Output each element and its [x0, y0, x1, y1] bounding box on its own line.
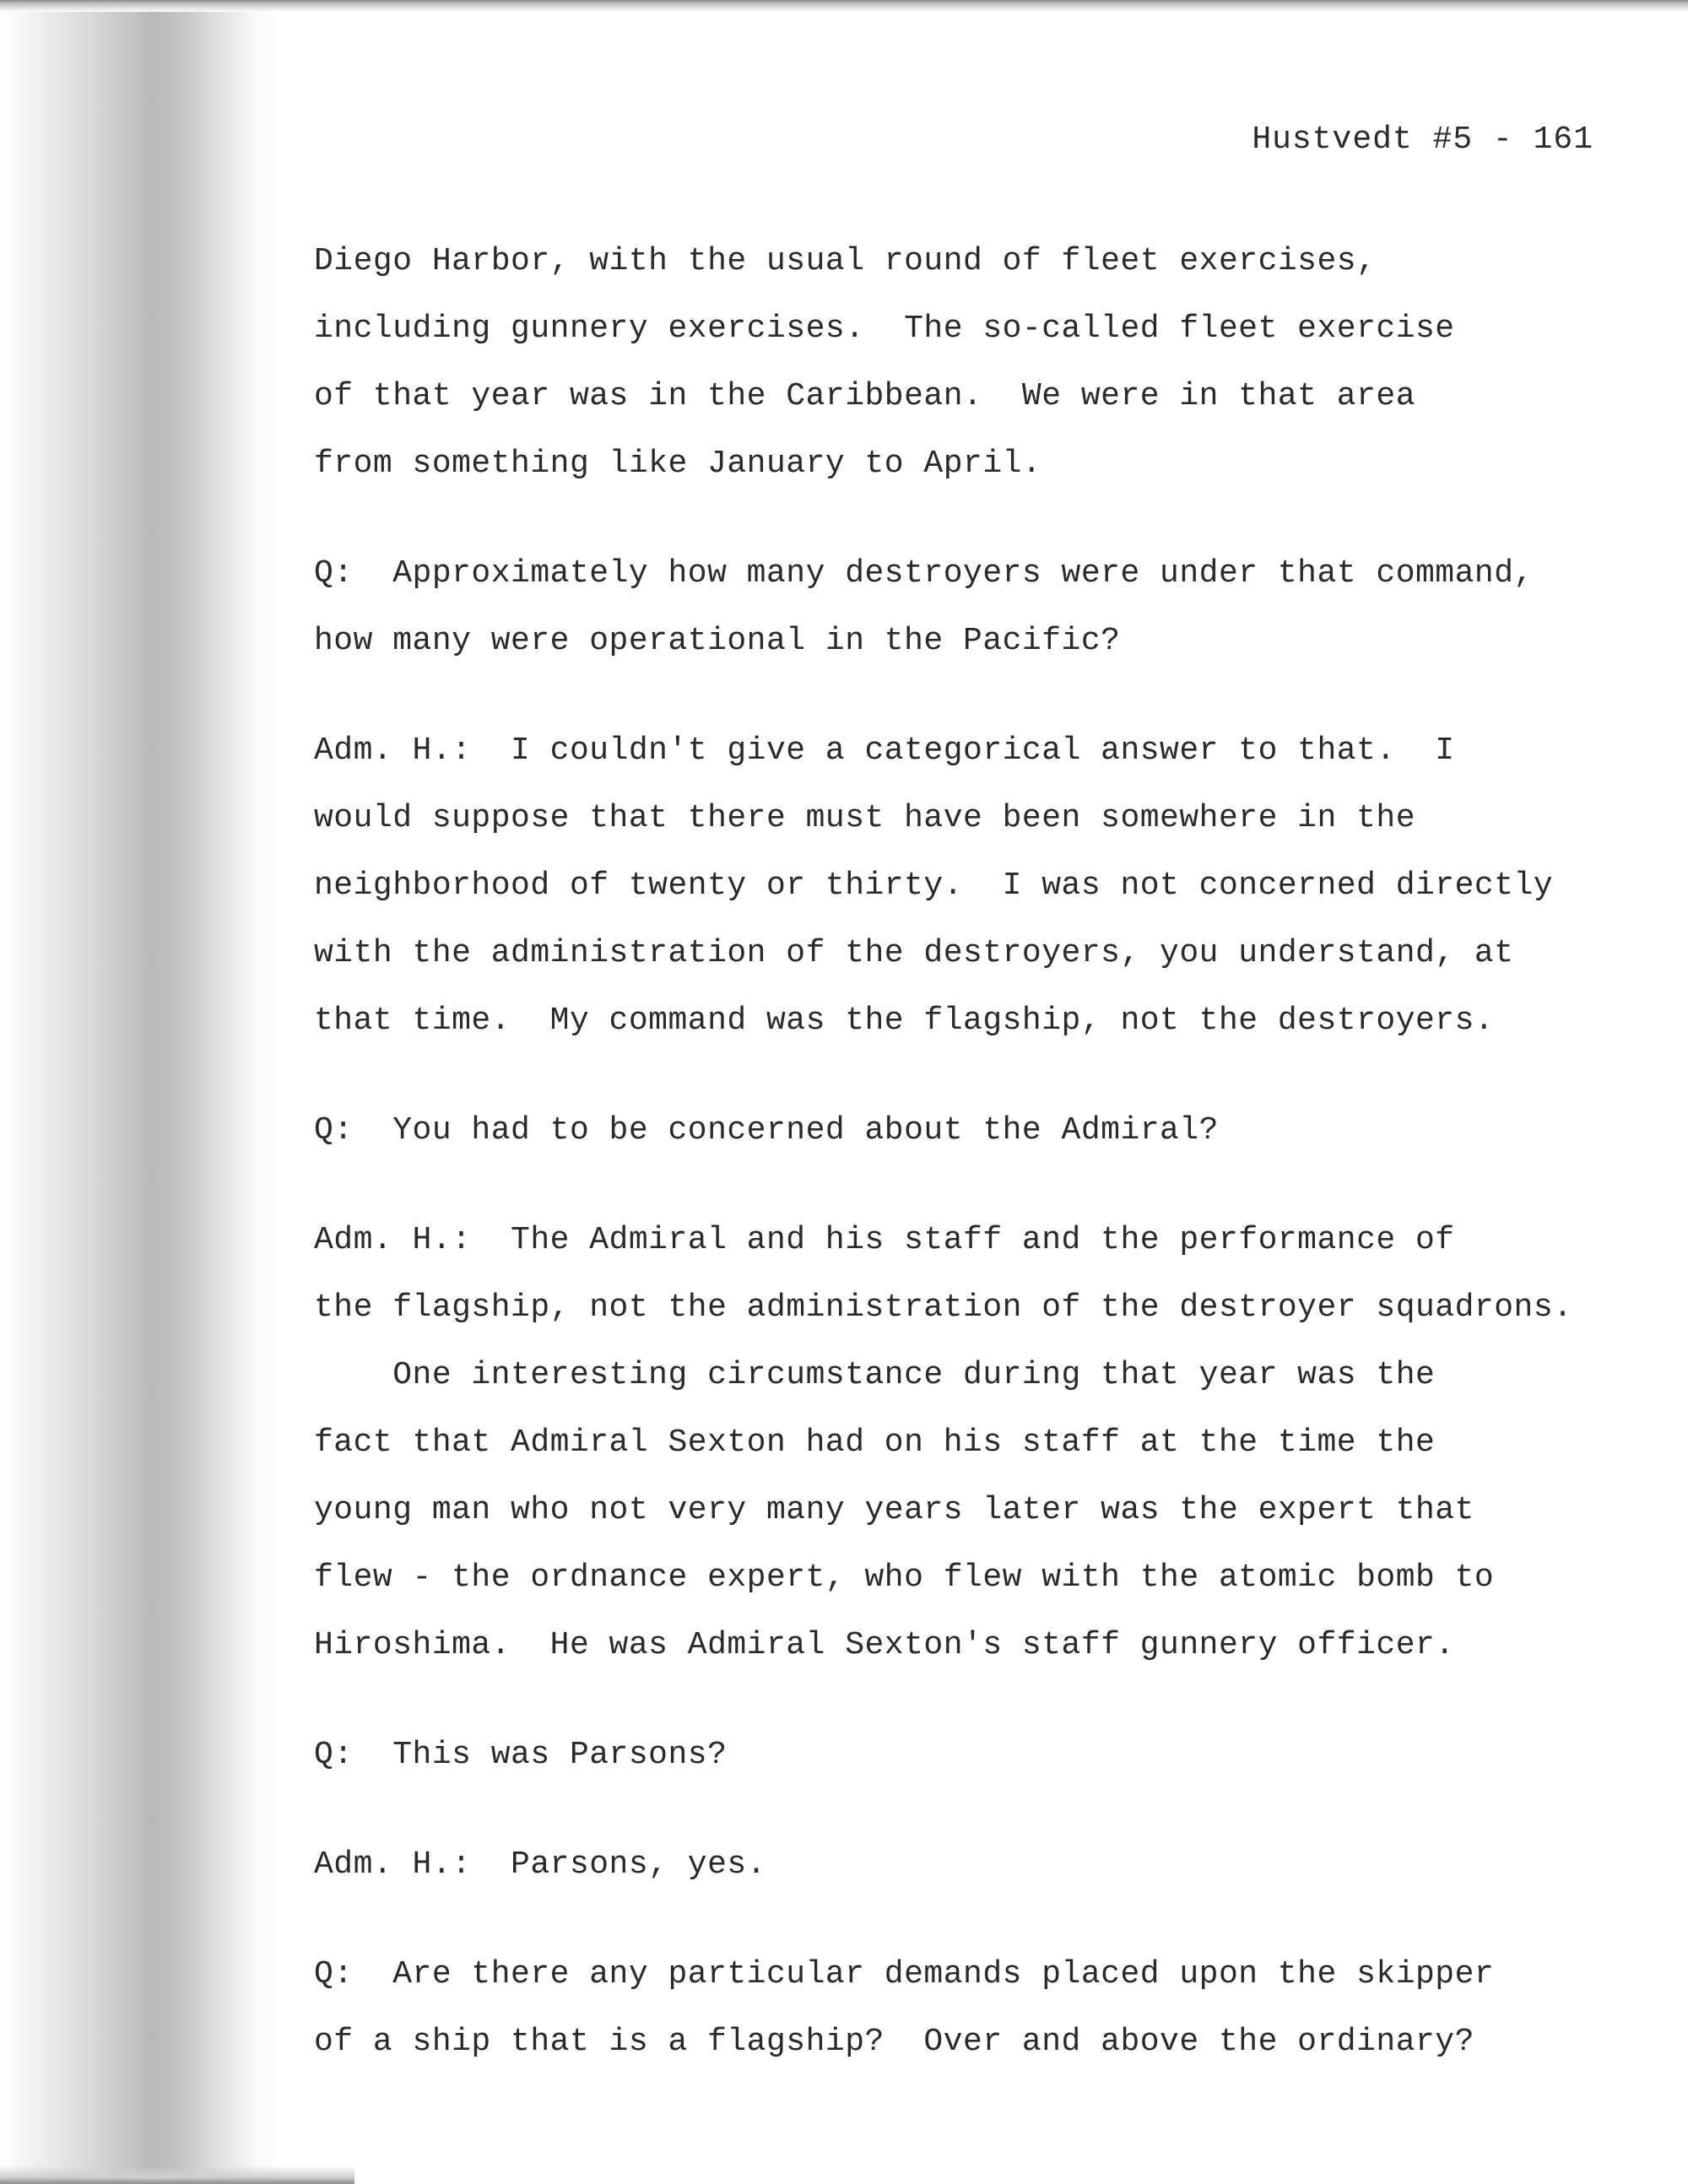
answer-line: Adm. H.: Parsons, yes. [314, 1846, 766, 1883]
answer-line: Adm. H.: I couldn't give a categorical answer to that. I [314, 733, 1455, 769]
top-scan-edge [0, 0, 1688, 12]
text-line: including gunnery exercises. The so-called fleet exercise [314, 311, 1455, 347]
question-line: Q: Approximately how many destroyers were under that command, [314, 555, 1534, 592]
question-line: Q: Are there any particular demands placed upon the skipper [314, 1956, 1495, 1992]
text-line: of a ship that is a flagship? Over and above the ordinary? [314, 2024, 1474, 2060]
text-line: flew - the ordnance expert, who flew with the atomic bomb to [314, 1560, 1495, 1596]
transcript-body [314, 245, 1614, 2059]
text-line: Hiroshima. He was Admiral Sexton's staff gunnery officer. [314, 1627, 1455, 1663]
text-line: that time. My command was the flagship, not the destroyers. [314, 1003, 1495, 1039]
text-line: of that year was in the Caribbean. We were in that area [314, 378, 1416, 414]
text-line: would suppose that there must have been somewhere in the [314, 800, 1416, 836]
text-line: how many were operational in the Pacific? [314, 623, 1121, 659]
text-line: the flagship, not the administration of the destroyer squadrons. [314, 1289, 1573, 1326]
question-line: Q: This was Parsons? [314, 1737, 728, 1773]
text-line: from something like January to April. [314, 446, 1042, 482]
text-line: with the administration of the destroyers, you understand, at [314, 935, 1514, 971]
question-line: Q: You had to be concerned about the Admiral? [314, 1112, 1219, 1149]
text-line: young man who not very many years later was the expert that [314, 1492, 1474, 1528]
binding-shadow [0, 0, 279, 2184]
bottom-scan-edge [0, 2165, 354, 2184]
text-line: One interesting circumstance during that year was the [314, 1357, 1436, 1393]
text-line: neighborhood of twenty or thirty. I was not concerned directly [314, 868, 1554, 904]
page-header: Hustvedt #5 - 161 [1252, 122, 1593, 158]
answer-line: Adm. H.: The Admiral and his staff and the performance of [314, 1222, 1455, 1258]
text-line: Diego Harbor, with the usual round of fleet exercises, [314, 243, 1377, 279]
text-line: fact that Admiral Sexton had on his staff at the time the [314, 1424, 1436, 1461]
